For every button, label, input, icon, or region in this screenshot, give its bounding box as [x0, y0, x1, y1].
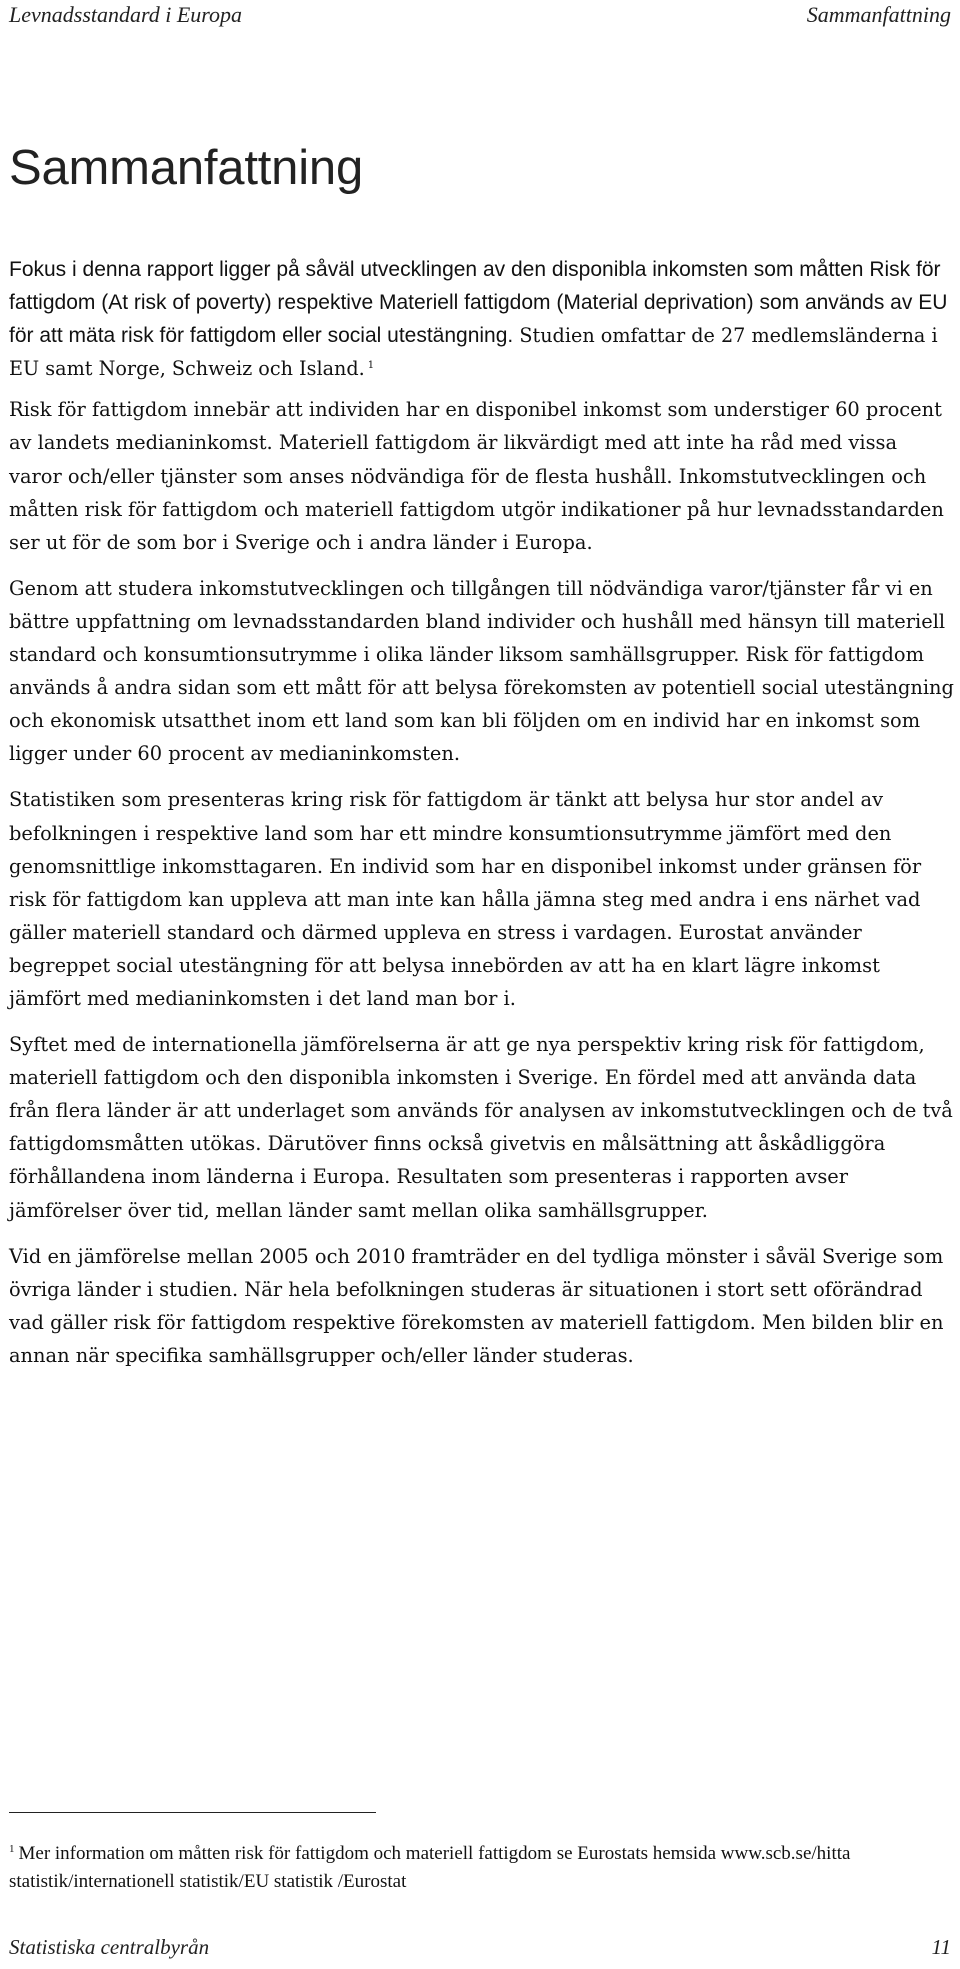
page-title: Sammanfattning — [9, 141, 364, 195]
page-number: 11 — [931, 1935, 951, 1959]
footer-publisher: Statistiska centralbyrån — [9, 1935, 210, 1959]
paragraph-3: Genom att studera inkomstutvecklingen och tillgången till nödvändiga varor/tjänster får vi en bättre uppfattning om levnadsstandarden bland individer och hushåll med hänsyn till materiell standard och konsumtionsutrymme i olika länder liksom samhällsgrupper. Risk för fattigdom används å andra sidan som ett mått för att belysa förekomsten av potentiell social utestängning och ekonomisk utsatthet inom ett land som kan bli följden om en individ har en inkomst som ligger under 60 procent av medianinkomsten. — [9, 576, 954, 766]
paragraph-1-lead: Fokus i denna rapport ligger på såväl utvecklingen av den disponibla inkomsten som måtten Risk för fattigdom (At risk of poverty) respektive Materiell fattigdom (Material deprivation) som används av EU för att mäta risk för fattigdom eller social utestängning. — [9, 258, 948, 348]
footnote-number: 1 — [9, 1842, 15, 1855]
footnote-reference[interactable]: 1 — [367, 359, 375, 371]
paragraph-1 — [9, 253, 954, 385]
paragraph-4: Statistiken som presenteras kring risk för fattigdom är tänkt att belysa hur stor andel av befolkningen i respektive land som har ett mindre konsumtionsutrymme jämfört med den genomsnittlige inkomsttagaren. En individ som har en disponibel inkomst under gränsen för risk för fattigdom kan uppleva att man inte kan hålla jämna steg med andra i ens närhet vad gäller materiell standard och därmed uppleva en stress i vardagen. Eurostat använder begreppet social utestängning för att belysa innebörden av att ha en klart lägre inkomst jämfört med medianinkomsten i det land man bor i. — [9, 788, 922, 1010]
footnote-divider — [9, 1812, 376, 1813]
running-footer — [9, 1935, 951, 1963]
paragraph-2: Risk för fattigdom innebär att individen har en disponibel inkomst som understiger 60 procent av landets medianinkomst. Materiell fattigdom är likvärdigt med att inte ha råd med vissa varor och/eller tjänster som anses nödvändiga för de flesta hushåll. Inkomstutvecklingen och måtten risk för fattigdom och materiell fattigdom utgör indikationer på hur levnadsstandarden ser ut för de som bor i Sverige och i andra länder i Europa. — [9, 398, 944, 554]
paragraph-1-rest: Studien omfattar de 27 medlemsländerna i EU samt Norge, Schweiz och Island. — [9, 324, 938, 381]
footnote-text: Mer information om måtten risk för fattigdom och materiell fattigdom se Eurostats hemsida www.scb.se/hitta statistik/internationell statistik/EU statistik /Eurostat — [9, 1843, 851, 1892]
paragraph-6: Vid en jämförelse mellan 2005 och 2010 framträder en del tydliga mönster i såväl Sverige som övriga länder i studien. När hela befolkningen studeras är situationen i stort sett oförändrad vad gäller risk för fattigdom respektive förekomsten av materiell fattigdom. Men bilden blir en annan när specifika samhällsgrupper och/eller länder studeras. — [9, 1244, 944, 1367]
header-document-title: Levnadsstandard i Europa — [9, 2, 243, 27]
footnote — [9, 1840, 949, 1896]
paragraph-5: Syftet med de internationella jämförelserna är att ge nya perspektiv kring risk för fattigdom, materiell fattigdom och den disponibla inkomsten i Sverige. En fördel med att använda data från flera länder är att underlaget som används för analysen av inkomstutvecklingen och de två fattigdomsmåtten utökas. Därutöver finns också givetvis en målsättning att åskådliggöra förhållandena inom länderna i Europa. Resultaten som presenteras i rapporten avser jämförelser över tid, mellan länder samt mellan olika samhällsgrupper. — [9, 1033, 953, 1222]
body-text — [9, 253, 954, 1385]
header-section-title: Sammanfattning — [806, 2, 951, 27]
running-header — [9, 2, 951, 30]
